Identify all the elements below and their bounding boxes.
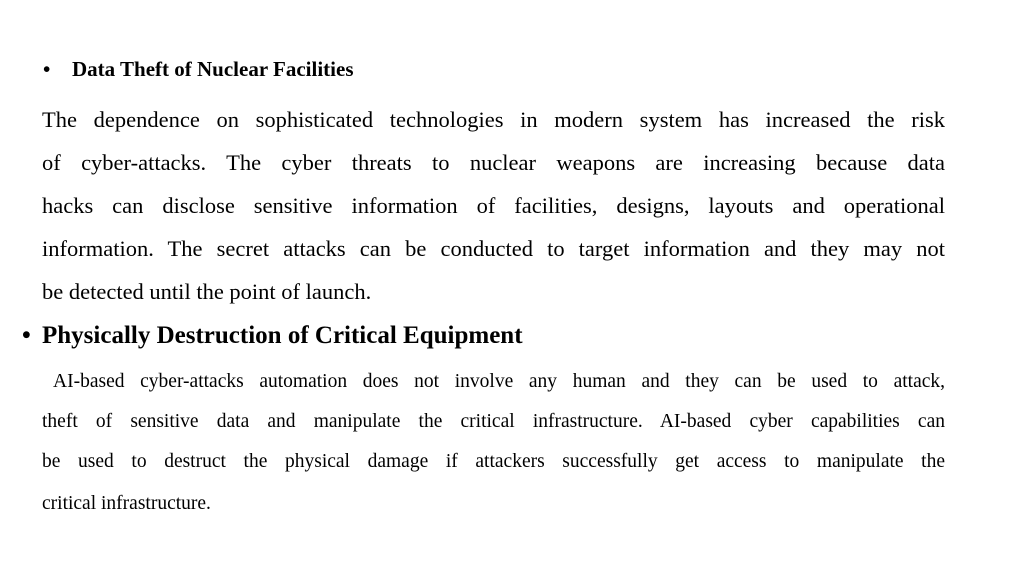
paragraph-line: AI-based cyber-attacks automation does not involve any human and they can be used to attack, <box>53 371 945 392</box>
paragraph-line: hacks can disclose sensitive information of facilities, designs, layouts and operational <box>42 193 945 218</box>
paragraph-line: critical infrastructure. <box>42 493 211 514</box>
section-heading-data-theft: Data Theft of Nuclear Facilities <box>72 57 354 81</box>
paragraph-line: information. The secret attacks can be conducted to target information and they may not <box>42 236 945 261</box>
paragraph-line: be used to destruct the physical damage if attackers successfully get access to manipulate the <box>42 451 945 472</box>
section-heading-physical-destruction: Physically Destruction of Critical Equipment <box>42 322 523 349</box>
paragraph-line: The dependence on sophisticated technologies in modern system has increased the risk <box>42 107 945 132</box>
bullet-icon: • <box>43 57 51 81</box>
paragraph-line: theft of sensitive data and manipulate the critical infrastructure. AI-based cyber capabilities can <box>42 411 945 432</box>
paragraph-line: be detected until the point of launch. <box>42 279 372 304</box>
paragraph-line: of cyber-attacks. The cyber threats to nuclear weapons are increasing because data <box>42 150 945 175</box>
bullet-icon: • <box>22 322 31 349</box>
